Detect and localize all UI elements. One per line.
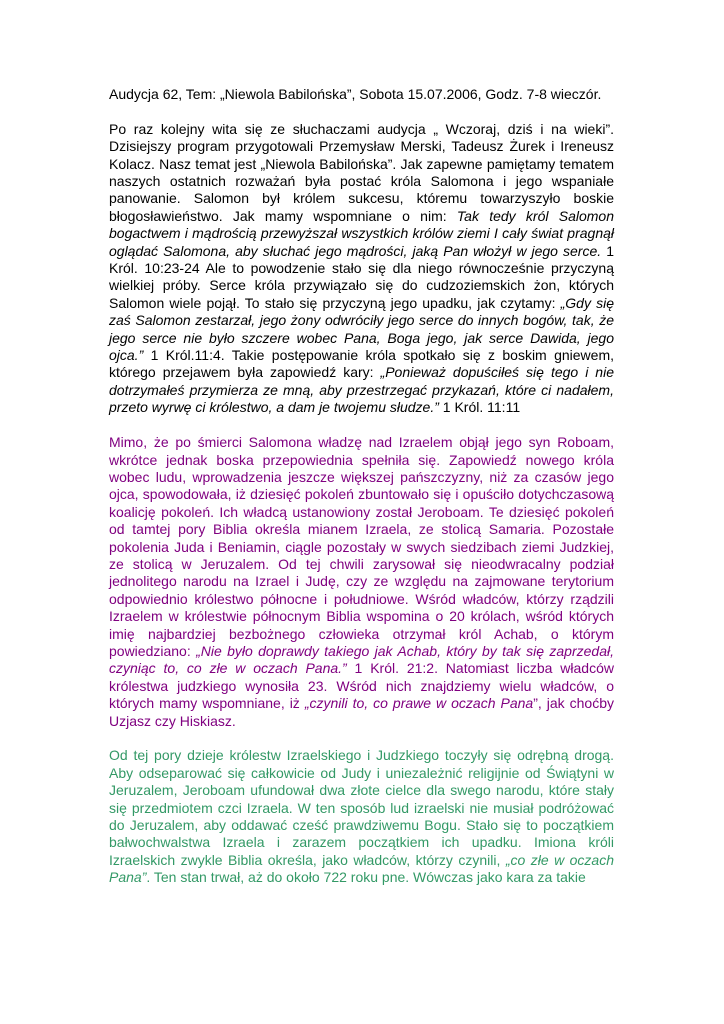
- paragraph-text: Od tej pory dzieje królestw Izraelskiego i Judzkiego toczyły się odrębną drogą. Aby odseparować się całkowicie od Judy i uniezależnić religijnie od Świątyni w Jeruzalem, Jeroboam ufundował dwa złote cielce dla swego narodu, które stały się przedmiotem czci Izraela. W ten sposób lud izraelski nie musiał podróżować do Jeruzalem, aby oddawać cześć prawdziwemu Bogu. Stało się to początkiem bałwochwalstwa Izraela i zarazem początkiem ich upadku. Imiona króli Izraelskich zwykle Biblia określa, jako władców, którzy czynili,: [109, 747, 614, 868]
- paragraph-text: . Ten stan trwał, aż do około 722 roku pne. Wówczas jako kara za takie: [146, 869, 586, 886]
- bible-quote: „Nie było doprawdy takiego jak Achab, który by tak się zaprzedał, czyniąc to, co złe w oczach Pana.”: [109, 642, 614, 677]
- document-body: [109, 86, 614, 904]
- paragraph-text: Po raz kolejny wita się ze słuchaczami audycja „ Wczoraj, dziś i na wieki”. Dzisiejszy program przygotowali Przemysław Merski, Tadeusz Żurek i Ireneusz Kolacz. Nasz temat jest „Niewola Babilońska”. Jak zapewne pamiętamy tematem naszych ostatnich rozważań była postać króla Salomona i jego wspaniałe panowanie. Salomon był królem sukcesu, któremu towarzyszyło boskie błogosławieństwo. Jak mamy wspomniane o nim:: [109, 120, 614, 224]
- paragraph-text: ”, jak choćby Uzjasz czy Hiskiasz.: [109, 695, 614, 729]
- paragraph-salomon: [109, 121, 614, 417]
- bible-quote: Tak tedy król Salomon bogactwem i mądrością przewyższał wszystkich królów ziemi I cały świat pragnął oglądać Salomona, aby słuchać jego mądrości, jaką Pan włożył w jego serce.: [109, 207, 614, 259]
- paragraph-idolatry: [109, 747, 614, 886]
- paragraph-division: [109, 434, 614, 730]
- paragraph-text: 1 Król. 21:2. Natomiast liczba władców królestwa judzkiego wynosiła 23. Wśród nich znajdziemy wielu władców, o których mamy wspomniane, iż: [109, 660, 614, 712]
- document-header: [109, 86, 614, 103]
- header-line: Audycja 62, Tem: „Niewola Babilońska”, Sobota 15.07.2006, Godz. 7-8 wieczór.: [109, 86, 602, 102]
- bible-quote: „Ponieważ dopuściłeś się tego i nie dotrzymałeś przymierza ze mną, aby przestrzegać przykazań, które ci nadałem, przeto wyrwę ci królestwo, a dam je twojemu słudze.”: [109, 364, 614, 416]
- paragraph-text: 1 Król. 11:11: [438, 399, 521, 416]
- bible-quote: „co złe w oczach Pana”: [109, 851, 614, 886]
- paragraph-text: 1 Król. 10:23-24 Ale to powodzenie stało się dla niego równocześnie przyczyną wielkiej próby. Serce króla przywiązało się do cudzoziemskich żon, których Salomon wiele pojął. To stało się przyczyną jego upadku, jak czytamy:: [109, 242, 614, 311]
- bible-quote: „Gdy się zaś Salomon zestarzał, jego żony odwróciły jego serce do innych bogów, tak, że jego serce nie było szczere wobec Pana, Boga jego, jak serce Dawida, jego ojca.”: [109, 294, 615, 364]
- paragraph-text: Mimo, że po śmierci Salomona władzę nad Izraelem objął jego syn Roboam, wkrótce jednak boska przepowiednia spełniła się. Zapowiedź nowego króla wobec ludu, wprowadzenia jeszcze większej pańszczyzny, niż za czasów jego ojca, spowodowała, iż dziesięć pokoleń zbuntowało się i opuściło dotychczasową koalicję pokoleń. Ich władcą ustanowiony został Jeroboam. Te dziesięć pokoleń od tamtej pory Biblia określa mianem Izraela, ze stolicą Samaria. Pozostałe pokolenia Juda i Beniamin, ciągle pozostały w swych siedzibach ziemi Judzkiej, ze stolicą w Jeruzalem. Od tej chwili zarysował się nieodwracalny podział jednolitego narodu na Izrael i Judę, czy ze względu na zajmowane terytorium odpowiednio królestwo północne i południowe. Wśród władców, którzy rządzili Izraelem w królestwie północnym Biblia wspomina o 20 królach, wśród których imię najbardziej bezbożnego człowieka otrzymał król Achab, o którym powiedziano:: [109, 434, 614, 659]
- bible-quote: „czynili to, co prawe w oczach Pana: [304, 695, 534, 712]
- paragraph-text: 1 Król.11:4. Takie postępowanie króla spotkało się z boskim gniewem, którego przejawem była zapowiedź kary:: [109, 347, 614, 381]
